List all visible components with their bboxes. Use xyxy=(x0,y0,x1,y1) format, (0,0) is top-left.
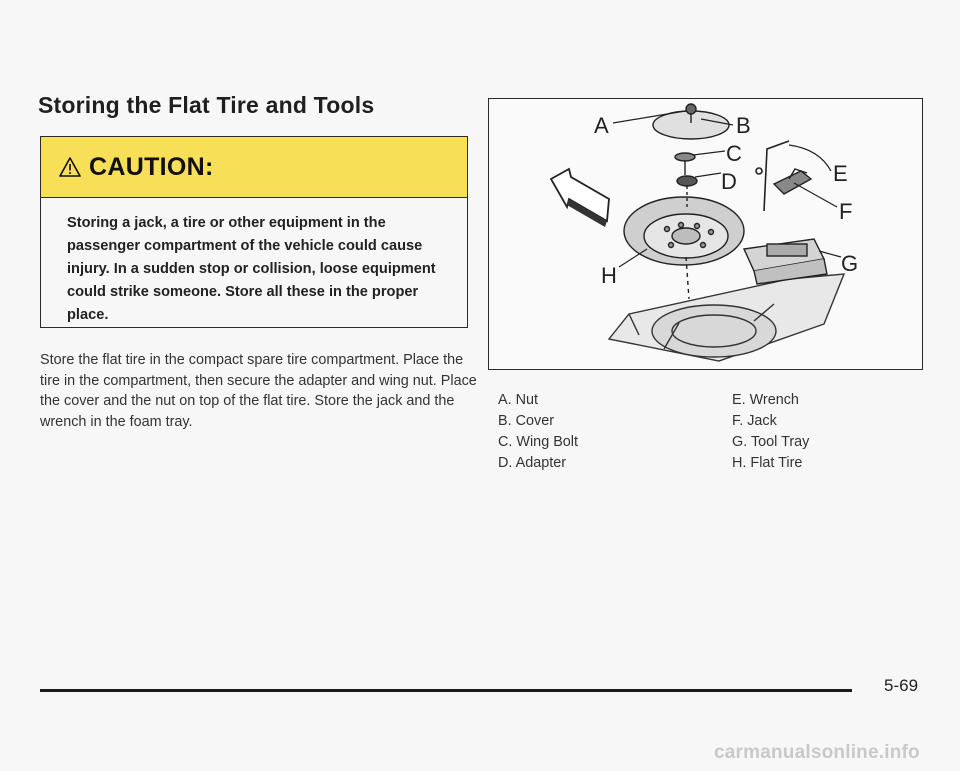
page-title: Storing the Flat Tire and Tools xyxy=(38,92,375,118)
legend-item-d: D. Adapter xyxy=(498,455,567,471)
page-number: 5-69 xyxy=(884,676,919,695)
legend-item-c: C. Wing Bolt xyxy=(498,434,578,450)
body-paragraph: Store the flat tire in the compact spare tire compartment. Place the tire in the compartment, then secure the adapter and wing nut. Place the cover and the nut on top of the flat tire. Store the jack and the wrench in the foam tray. xyxy=(40,352,477,430)
watermark-text: carmanualsonline.info xyxy=(714,742,920,763)
caution-text: Storing a jack, a tire or other equipment in the passenger compartment of the vehicle could cause injury. In a sudden stop or collision, loose equipment could strike someone. Store all these in the proper place. xyxy=(67,215,436,323)
flat-tire xyxy=(624,197,744,299)
warning-triangle-icon xyxy=(59,156,81,178)
jack xyxy=(774,169,811,194)
legend-item-b: B. Cover xyxy=(498,413,554,429)
legend-item-h: H. Flat Tire xyxy=(732,455,803,471)
legend-item-a: A. Nut xyxy=(498,392,539,408)
callout-a: A xyxy=(594,113,609,138)
wrench xyxy=(756,141,789,211)
caution-box xyxy=(40,136,468,328)
callout-d: D xyxy=(721,169,737,194)
legend-item-f: F. Jack xyxy=(732,413,777,429)
footer-rule xyxy=(40,689,852,692)
callout-g: G xyxy=(841,251,859,276)
wing-bolt xyxy=(675,153,695,175)
callout-h: H xyxy=(601,263,617,288)
callout-b: B xyxy=(736,113,751,138)
direction-arrow-icon xyxy=(551,169,609,227)
spare-tire-illustration xyxy=(488,98,923,370)
legend-item-e: E. Wrench xyxy=(732,392,799,408)
legend-item-g: G. Tool Tray xyxy=(732,434,810,450)
callout-e: E xyxy=(833,161,848,186)
callout-f: F xyxy=(839,199,853,224)
caution-label: CAUTION: xyxy=(89,152,214,181)
parts-legend xyxy=(498,392,928,482)
callout-c: C xyxy=(726,141,742,166)
trunk-floor xyxy=(609,274,844,361)
caution-header xyxy=(41,137,467,198)
cover xyxy=(653,104,729,139)
